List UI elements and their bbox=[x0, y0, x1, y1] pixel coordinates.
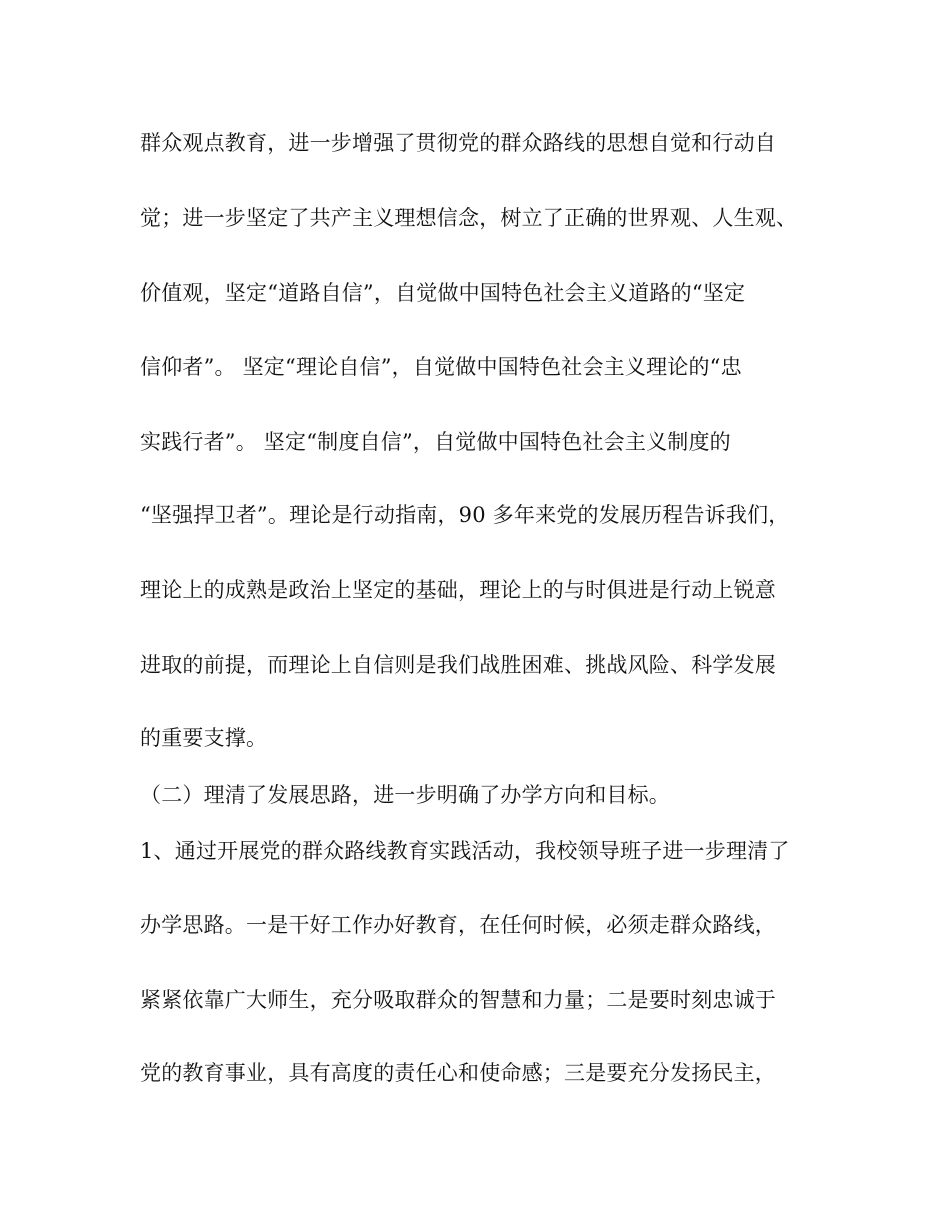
paragraph-line: 进取的前提，而理论上自信则是我们战胜困难、挑战风险、科学发展 bbox=[140, 653, 776, 677]
paragraph-line: 的重要支撑。 bbox=[140, 726, 268, 750]
paragraph-line: 实践行者”。 坚定“制度自信”，自觉做中国特色社会主义制度的 bbox=[140, 430, 731, 454]
paragraph-line: 紧紧依靠广大师生，充分吸取群众的智慧和力量；二是要时刻忠诚于 bbox=[140, 988, 776, 1012]
paragraph-line: 办学思路。一是干好工作办好教育，在任何时候，必须走群众路线， bbox=[140, 913, 776, 937]
paragraph-line: 觉；进一步坚定了共产主义理想信念，树立了正确的世界观、人生观、 bbox=[140, 206, 798, 230]
paragraph-line: 1、通过开展党的群众路线教育实践活动，我校领导班子进一步理清了 bbox=[140, 839, 790, 863]
paragraph-line: 党的教育事业，具有高度的责任心和使命感；三是要充分发扬民主， bbox=[140, 1061, 776, 1085]
paragraph-line: 群众观点教育，进一步增强了贯彻党的群众路线的思想自觉和行动自 bbox=[140, 131, 776, 155]
paragraph-line: “坚强捍卫者”。理论是行动指南，90 多年来党的发展历程告诉我们， bbox=[140, 503, 790, 527]
paragraph-line: 价值观，坚定“道路自信”，自觉做中国特色社会主义道路的“坚定 bbox=[140, 281, 746, 305]
section-heading: （二）理清了发展思路，进一步明确了办学方向和目标。 bbox=[140, 783, 670, 807]
paragraph-line: 信仰者”。 坚定“理论自信”，自觉做中国特色社会主义理论的“忠 bbox=[140, 355, 742, 379]
paragraph-line: 理论上的成熟是政治上坚定的基础，理论上的与时俱进是行动上锐意 bbox=[140, 578, 776, 602]
